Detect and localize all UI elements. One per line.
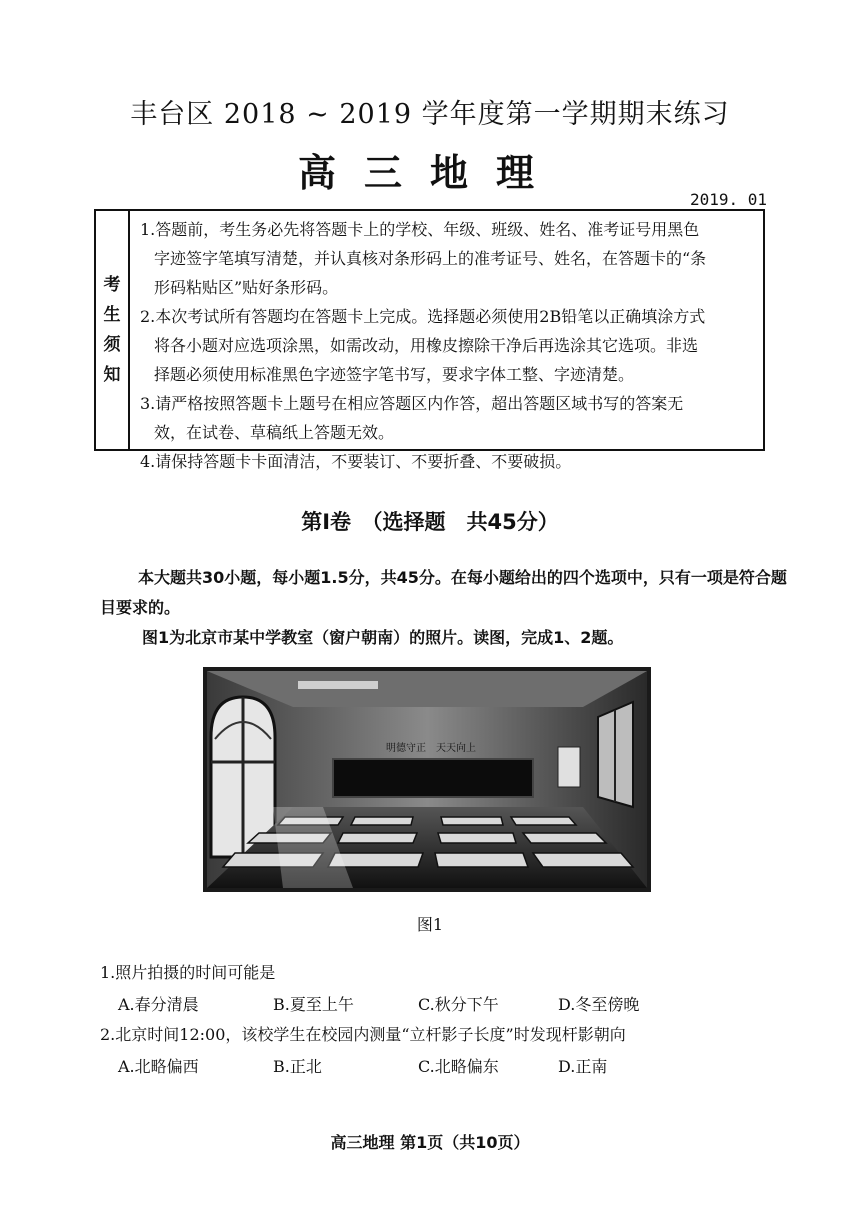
page-footer: 高三地理 第1页（共10页）: [330, 1133, 530, 1152]
exam-title: 丰台区 2018 ~ 2019 学年度第一学期期末练习: [130, 99, 730, 130]
candidate-notice-box: [94, 209, 765, 471]
notice-rule-2: 2.本次考试所有答题均在答题卡上完成。选择题必须使用2B铅笔以正确填涂方式 将各小题对应选项涂黑，如需改动，用橡皮擦除干净后再选涂其它选项。非选 择题必须使用标准黑色字迹签字笔书写，要求字体工整、字迹清楚。: [140, 307, 706, 384]
question-1-option-a[interactable]: A.春分清晨: [118, 995, 199, 1014]
question-2-option-c[interactable]: C.北略偏东: [418, 1057, 499, 1076]
board-slogan: 明德守正 天天向上: [386, 743, 476, 754]
notice-rules: [130, 211, 763, 471]
classroom-photo: [203, 667, 651, 892]
question-1-option-d[interactable]: D.冬至傍晚: [558, 995, 640, 1014]
notice-rule-4: 4.请保持答题卡卡面清洁，不要装订、不要折叠、不要破损。: [140, 452, 572, 471]
exam-date: 2019. 01: [690, 190, 768, 209]
notice-rule-1: 1.答题前，考生务必先将答题卡上的学校、年级、班级、姓名、准考证号用黑色 字迹签字笔填写清楚，并认真核对条形码上的准考证号、姓名，在答题卡的“条 形码粘贴区”贴好条形码。: [140, 220, 707, 297]
figure-intro: 图1为北京市某中学教室（窗户朝南）的照片。读图，完成1、2题。: [142, 628, 624, 647]
notice-rule-3: 3.请严格按照答题卡上题号在相应答题区内作答，超出答题区域书写的答案无 效，在试卷、草稿纸上答题无效。: [140, 394, 684, 442]
question-2-option-b[interactable]: B.正北: [273, 1057, 322, 1076]
notice-label-char: 考: [103, 275, 121, 295]
notice-label-char: 生: [103, 305, 121, 325]
section-heading: 第Ⅰ卷 （选择题 共45分）: [301, 510, 559, 534]
question-2-stem: 2.北京时间12:00，该校学生在校园内测量“立杆影子长度”时发现杆影朝向: [100, 1025, 626, 1044]
section-intro: 本大题共30小题，每小题1.5分，共45分。在每小题给出的四个选项中，只有一项是符合题目要求的。: [100, 568, 787, 617]
notice-label-char: 须: [103, 335, 121, 355]
exam-subject: 高三地理: [297, 151, 562, 195]
question-1-option-c[interactable]: C.秋分下午: [418, 995, 499, 1014]
question-2-option-a[interactable]: A.北略偏西: [118, 1057, 199, 1076]
figure-caption: 图1: [416, 915, 444, 934]
question-1-option-b[interactable]: B.夏至上午: [273, 995, 354, 1014]
notice-label-char: 知: [103, 365, 121, 385]
question-2-option-d[interactable]: D.正南: [558, 1057, 608, 1076]
notice-label: [96, 211, 130, 449]
question-1-stem: 1.照片拍摄的时间可能是: [100, 963, 276, 982]
